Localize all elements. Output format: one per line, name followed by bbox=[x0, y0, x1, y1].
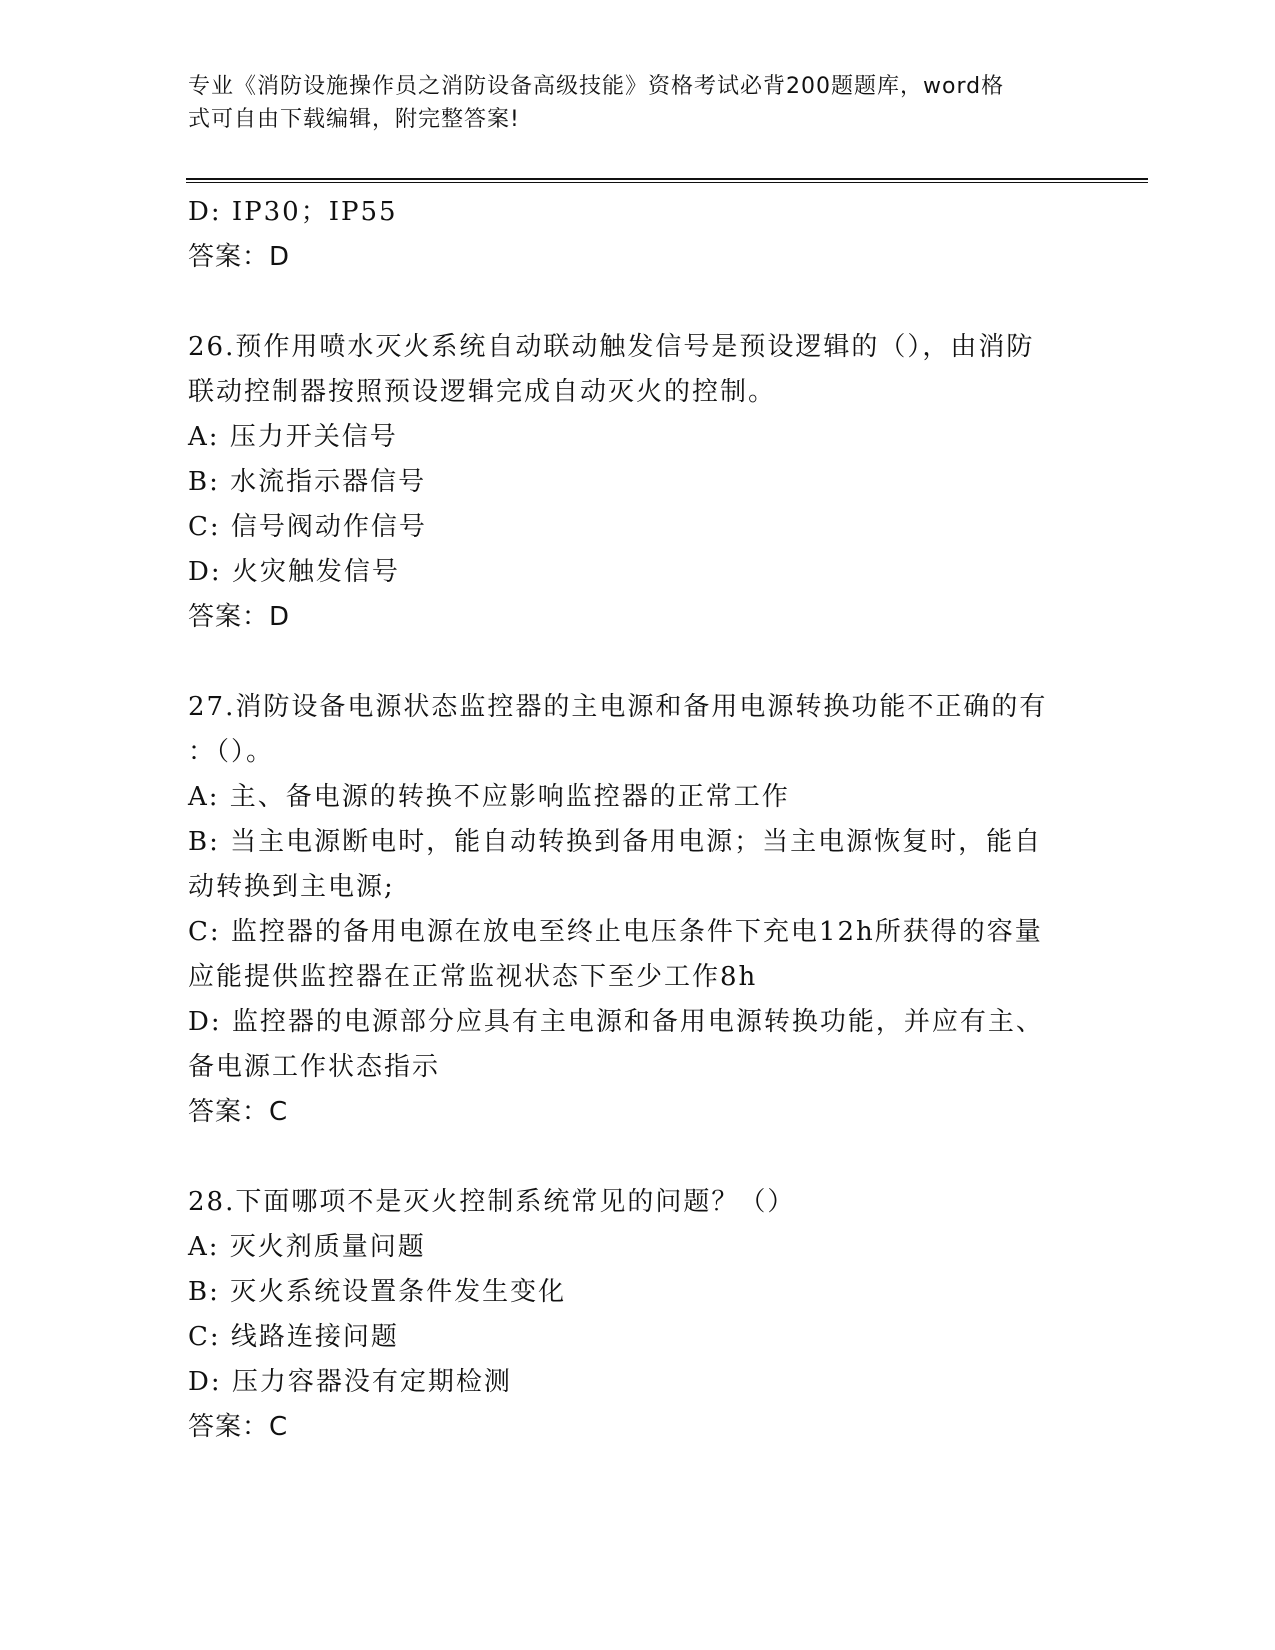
answer-line: 答案：C bbox=[188, 1097, 289, 1127]
spacer bbox=[188, 1135, 1068, 1180]
spacer bbox=[188, 280, 1068, 325]
question-stem: 27.消防设备电源状态监控器的主电源和备用电源转换功能不正确的有 bbox=[188, 692, 1048, 722]
option-d: D: 压力容器没有定期检测 bbox=[188, 1367, 512, 1397]
option-b: B: 灭火系统设置条件发生变化 bbox=[188, 1277, 567, 1307]
answer-line: 答案：D bbox=[188, 242, 291, 272]
option-a: A: 主、备电源的转换不应影响监控器的正常工作 bbox=[188, 782, 790, 812]
option-c: C: 信号阀动作信号 bbox=[188, 512, 427, 542]
answer-line: 答案：D bbox=[188, 602, 291, 632]
option-a: A: 压力开关信号 bbox=[188, 422, 398, 452]
header-line-2: 式可自由下载编辑，附完整答案! bbox=[188, 107, 520, 132]
header-line-1: 专业《消防设施操作员之消防设备高级技能》资格考试必背200题题库，word格 bbox=[188, 74, 1005, 99]
option-d: D: 火灾触发信号 bbox=[188, 557, 400, 587]
option-d: D: 监控器的电源部分应具有主电源和备用电源转换功能，并应有主、 bbox=[188, 1007, 1044, 1037]
question-list bbox=[188, 190, 1068, 1450]
option-d: D: IP30；IP55 bbox=[188, 197, 398, 227]
spacer bbox=[188, 640, 1068, 685]
option-c-cont: 应能提供监控器在正常监视状态下至少工作8h bbox=[188, 962, 758, 992]
question-stem-cont: ：（）。 bbox=[188, 737, 275, 767]
question-27 bbox=[188, 685, 1068, 1135]
option-a: A: 灭火剂质量问题 bbox=[188, 1232, 426, 1262]
question-stem: 28.下面哪项不是灭火控制系统常见的问题？（） bbox=[188, 1187, 796, 1217]
option-b-cont: 动转换到主电源; bbox=[188, 872, 395, 902]
option-d-cont: 备电源工作状态指示 bbox=[188, 1052, 441, 1082]
question-28 bbox=[188, 1180, 1068, 1450]
option-b: B: 水流指示器信号 bbox=[188, 467, 427, 497]
header-divider bbox=[186, 178, 1148, 183]
option-c: C: 线路连接问题 bbox=[188, 1322, 399, 1352]
question-26 bbox=[188, 325, 1068, 640]
document-header bbox=[188, 70, 1068, 136]
option-b: B: 当主电源断电时，能自动转换到备用电源；当主电源恢复时，能自 bbox=[188, 827, 1043, 857]
option-c: C: 监控器的备用电源在放电至终止电压条件下充电12h所获得的容量 bbox=[188, 917, 1043, 947]
answer-line: 答案：C bbox=[188, 1412, 289, 1442]
question-stem-cont: 联动控制器按照预设逻辑完成自动灭火的控制。 bbox=[188, 377, 777, 407]
question-stem: 26.预作用喷水灭火系统自动联动触发信号是预设逻辑的（），由消防 bbox=[188, 332, 1035, 362]
